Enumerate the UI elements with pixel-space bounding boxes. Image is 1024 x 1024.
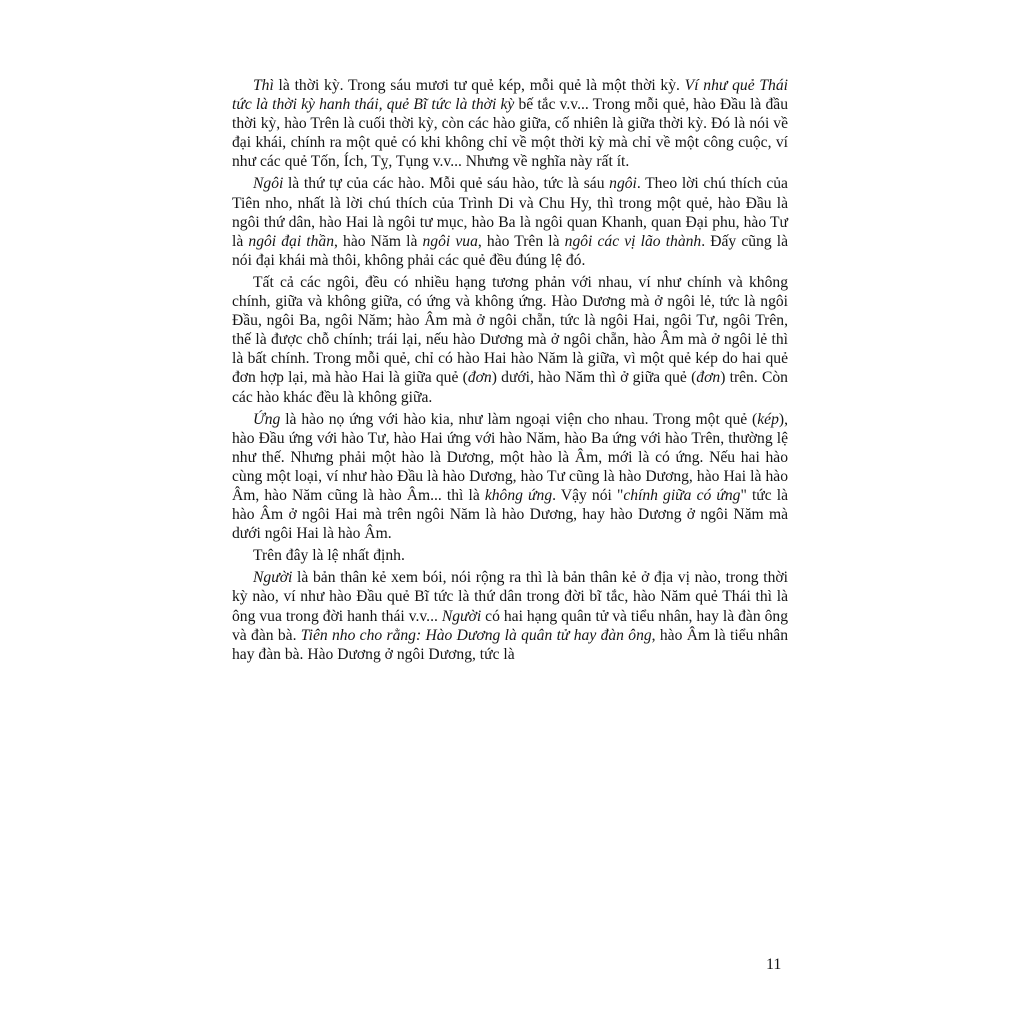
paragraph bbox=[232, 410, 788, 544]
italic-run: chính giữa có ứng bbox=[623, 486, 741, 504]
italic-run: Người bbox=[253, 569, 293, 587]
italic-run: kép bbox=[757, 410, 779, 428]
italic-run: ngôi vua bbox=[422, 232, 478, 250]
text-run: , hào Năm là bbox=[334, 232, 423, 250]
body-text bbox=[232, 76, 788, 664]
text-run: , hào Âm là tiểu nhân hay đàn bà. Hào Dương ở ngôi Dương, tức là bbox=[232, 626, 788, 663]
italic-run: Ứng bbox=[253, 410, 281, 428]
italic-run: Người bbox=[441, 607, 482, 625]
text-run: ) dưới, hào Năm thì ở giữa quẻ ( bbox=[491, 369, 697, 387]
italic-run: Tiên nho cho rằng: Hào Dương là quân tử hay đàn ông bbox=[300, 626, 652, 644]
text-run: " tức là hào Âm ở ngôi Hai mà trên ngôi Năm là hào Dương, hay hào Dương ở ngôi Năm mà dưới ngôi Hai là hào Âm. bbox=[232, 486, 788, 543]
italic-run: Ngôi bbox=[253, 175, 284, 193]
italic-run: Ví như quẻ Thái tức là thời kỳ hanh thái, quẻ Bĩ tức là thời kỳ bbox=[232, 77, 788, 114]
text-run: bế tắc v.v... Trong mỗi quẻ, hào Đầu là đầu thời kỳ, hào Trên là cuối thời kỳ, còn các hào giữa, cố nhiên là giữa thời kỳ. Đó là nói về đại khái, chính ra một quẻ có khi không chỉ về một thời kỳ mà chỉ về một công cuộc, ví như các quẻ Tốn, Ích, Tỵ, Tụng v.v... Nhưng về nghĩa này rất ít. bbox=[232, 96, 788, 171]
paragraph bbox=[232, 273, 788, 407]
italic-run: đơn bbox=[467, 369, 492, 387]
text-run: là hào nọ ứng với hào kia, như làm ngoại viện cho nhau. Trong một quẻ ( bbox=[280, 410, 758, 428]
italic-run: Thì bbox=[253, 77, 274, 94]
italic-run: không ứng bbox=[484, 486, 553, 504]
text-run: là thứ tự của các hào. Mỗi quẻ sáu hào, tức là sáu bbox=[283, 175, 610, 193]
italic-run: đơn bbox=[696, 369, 721, 387]
text-run: , hào Trên là bbox=[477, 232, 565, 250]
text-run: Trên đây là lệ nhất định. bbox=[253, 547, 405, 565]
text-run: . Theo lời chú thích của Tiên nho, nhất là lời chú thích của Trình Di và Chu Hy, thì trong một quẻ, hào Đầu là ngôi thứ dân, hào Hai là ngôi tư mục, hào Ba là ngôi quan Khanh, quan Đại phu, hào Tư là bbox=[232, 175, 788, 250]
paragraph bbox=[232, 568, 788, 663]
text-run: là bản thân kẻ xem bói, nói rộng ra thì là bản thân kẻ ở địa vị nào, trong thời kỳ nào, ví như hào Đầu quẻ Bĩ tức là thứ dân trong đời bĩ tắc, hào Năm quẻ Thái thì là ông vua trong đời hanh thái v.v... bbox=[232, 569, 788, 625]
text-run: là thời kỳ. Trong sáu mươi tư quẻ kép, mỗi quẻ là một thời kỳ. bbox=[273, 77, 685, 94]
text-run: có hai hạng quân tử và tiểu nhân, hay là đàn ông và đàn bà. bbox=[232, 607, 788, 644]
text-run: ), hào Đầu ứng với hào Tư, hào Hai ứng với hào Năm, hào Ba ứng với hào Trên, thường lệ như thế. Nhưng phải một hào là Dương, một hào là Âm, mới là có ứng. Nếu hai hào cùng một loại, ví như hào Đầu là hào Dương, hào Tư cũng là hào Dương, hào Hai là hào Âm, hào Năm cũng là hào Âm... thì là bbox=[232, 410, 788, 504]
text-run: . Đấy cũng là nói đại khái mà thôi, không phải các quẻ đều đúng lệ đó. bbox=[232, 232, 789, 269]
paragraph bbox=[232, 76, 788, 171]
italic-run: ngôi đại thần bbox=[248, 232, 335, 250]
text-run: . Vậy nói " bbox=[552, 486, 624, 504]
page-number: 11 bbox=[766, 956, 782, 973]
text-run: Tất cả các ngôi, đều có nhiều hạng tương phản với nhau, ví như chính và không chính, giữa và không giữa, có ứng và không ứng. Hào Dương mà ở ngôi lẻ, tức là ngôi Đầu, ngôi Ba, ngôi Năm; hào Âm mà ở ngôi chẵn, tức là ngôi Hai, ngôi Tư, ngôi Trên, thế là được chỗ chính; trái lại, nếu hào Dương mà ở ngôi chẵn, hào Âm mà ở ngôi lẻ thì là bất chính. Trong mỗi quẻ, chỉ có hào Hai hào Năm là giữa, vì một quẻ kép do hai quẻ đơn hợp lại, mà hào Hai là giữa quẻ ( bbox=[232, 273, 788, 387]
italic-run: ngôi bbox=[609, 175, 637, 193]
paragraph bbox=[232, 546, 788, 565]
italic-run: ngôi các vị lão thành bbox=[564, 232, 702, 250]
text-run: ) trên. Còn các hào khác đều là không giữa. bbox=[232, 369, 788, 406]
paragraph bbox=[232, 174, 788, 269]
